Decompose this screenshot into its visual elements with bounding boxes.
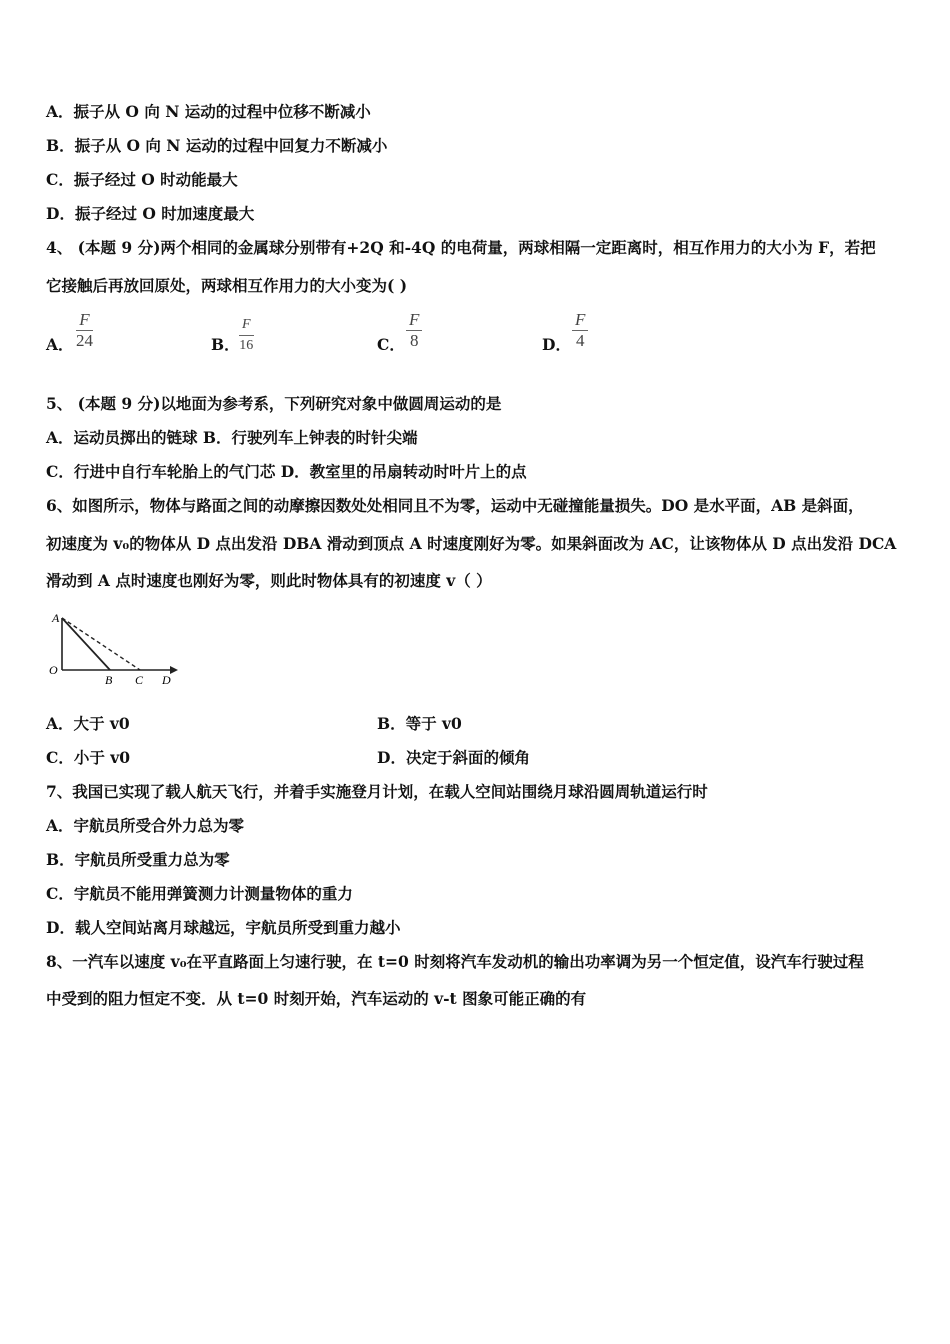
q7-option-c: C．宇航员不能用弹簧测力计测量物体的重力 — [46, 884, 353, 903]
q4-option-a-numerator: F — [76, 311, 93, 331]
figure-label-o: O — [49, 663, 58, 677]
figure-arrow-head — [170, 666, 178, 674]
q4-option-d-label: D． — [542, 335, 571, 354]
q4-option-d-numerator: F — [572, 311, 588, 331]
q4-option-a-label: A． — [46, 335, 74, 354]
q6-stem-line1: 6、如图所示，物体与路面之间的动摩擦因数处处相同且不为零，运动中无碰撞能量损失。DO 是水平面，AB 是斜面， — [46, 496, 864, 515]
q8-stem-line2: 中受到的阻力恒定不变．从 t=0 时刻开始，汽车运动的 v-t 图象可能正确的有 — [46, 989, 587, 1008]
q4-option-c-numerator: F — [406, 311, 422, 331]
q6-stem-line3: 滑动到 A 点时速度也刚好为零，则此时物体具有的初速度 v（ ） — [46, 571, 492, 590]
q3-option-d: D．振子经过 O 时加速度最大 — [46, 204, 255, 223]
figure-label-a: A — [52, 611, 60, 625]
q4-stem-line2: 它接触后再放回原处，两球相互作用力的大小变为( ) — [46, 276, 408, 295]
q4-stem-line1: 4、 (本题 9 分)两个相同的金属球分别带有+2Q 和-4Q 的电荷量，两球相隔一定距离时，相互作用力的大小为 F，若把 — [46, 238, 876, 257]
q4-option-a-fraction — [76, 311, 93, 351]
q4-option-c-fraction — [406, 311, 422, 351]
q8-stem-line1: 8、一汽车以速度 v₀在平直路面上匀速行驶，在 t=0 时刻将汽车发动机的输出功率调为另一个恒定值，设汽车行驶过程 — [46, 952, 864, 971]
q6-option-a: A．大于 v0 — [46, 714, 130, 733]
q7-option-a: A．宇航员所受合外力总为零 — [46, 816, 245, 835]
q4-option-a-denominator: 24 — [76, 331, 93, 350]
figure-label-c: C — [135, 673, 144, 687]
q4-option-b-numerator: F — [239, 316, 254, 336]
q4-option-b-fraction — [239, 316, 254, 356]
q5-options-row2: C．行进中自行车轮胎上的气门芯 D．教室里的吊扇转动时叶片上的点 — [46, 462, 527, 481]
figure-incline-ac — [62, 618, 140, 670]
q4-option-b-denominator: 16 — [239, 338, 254, 353]
q4-option-c-label: C． — [377, 335, 405, 354]
figure-label-b: B — [105, 673, 113, 687]
q4-option-b-label: B． — [211, 335, 240, 354]
q5-stem: 5、 (本题 9 分)以地面为参考系，下列研究对象中做圆周运动的是 — [46, 394, 502, 413]
q3-option-c: C．振子经过 O 时动能最大 — [46, 170, 238, 189]
q3-option-b: B．振子从 O 向 N 运动的过程中回复力不断减小 — [46, 136, 388, 155]
figure-incline-ab — [62, 618, 110, 670]
q6-option-c: C．小于 v0 — [46, 748, 131, 767]
q7-option-b: B．宇航员所受重力总为零 — [46, 850, 230, 869]
q6-option-b: B．等于 v0 — [377, 714, 462, 733]
q6-option-d: D．决定于斜面的倾角 — [377, 748, 530, 767]
incline-figure — [44, 608, 180, 688]
figure-label-d: D — [162, 673, 171, 687]
q5-options-row1: A．运动员掷出的链球 B．行驶列车上钟表的时针尖端 — [46, 428, 418, 447]
q3-option-a: A．振子从 O 向 N 运动的过程中位移不断减小 — [46, 102, 371, 121]
q6-stem-line2: 初速度为 v₀的物体从 D 点出发沿 DBA 滑动到顶点 A 时速度刚好为零。如果斜面改为 AC，让该物体从 D 点出发沿 DCA — [46, 534, 897, 553]
q7-stem: 7、我国已实现了载人航天飞行，并着手实施登月计划，在载人空间站围绕月球沿圆周轨道运行时 — [46, 782, 708, 801]
q7-option-d: D．载人空间站离月球越远，宇航员所受到重力越小 — [46, 918, 401, 937]
q4-option-d-denominator: 4 — [575, 331, 585, 350]
q4-option-c-denominator: 8 — [409, 331, 419, 350]
q4-option-d-fraction — [572, 311, 588, 351]
